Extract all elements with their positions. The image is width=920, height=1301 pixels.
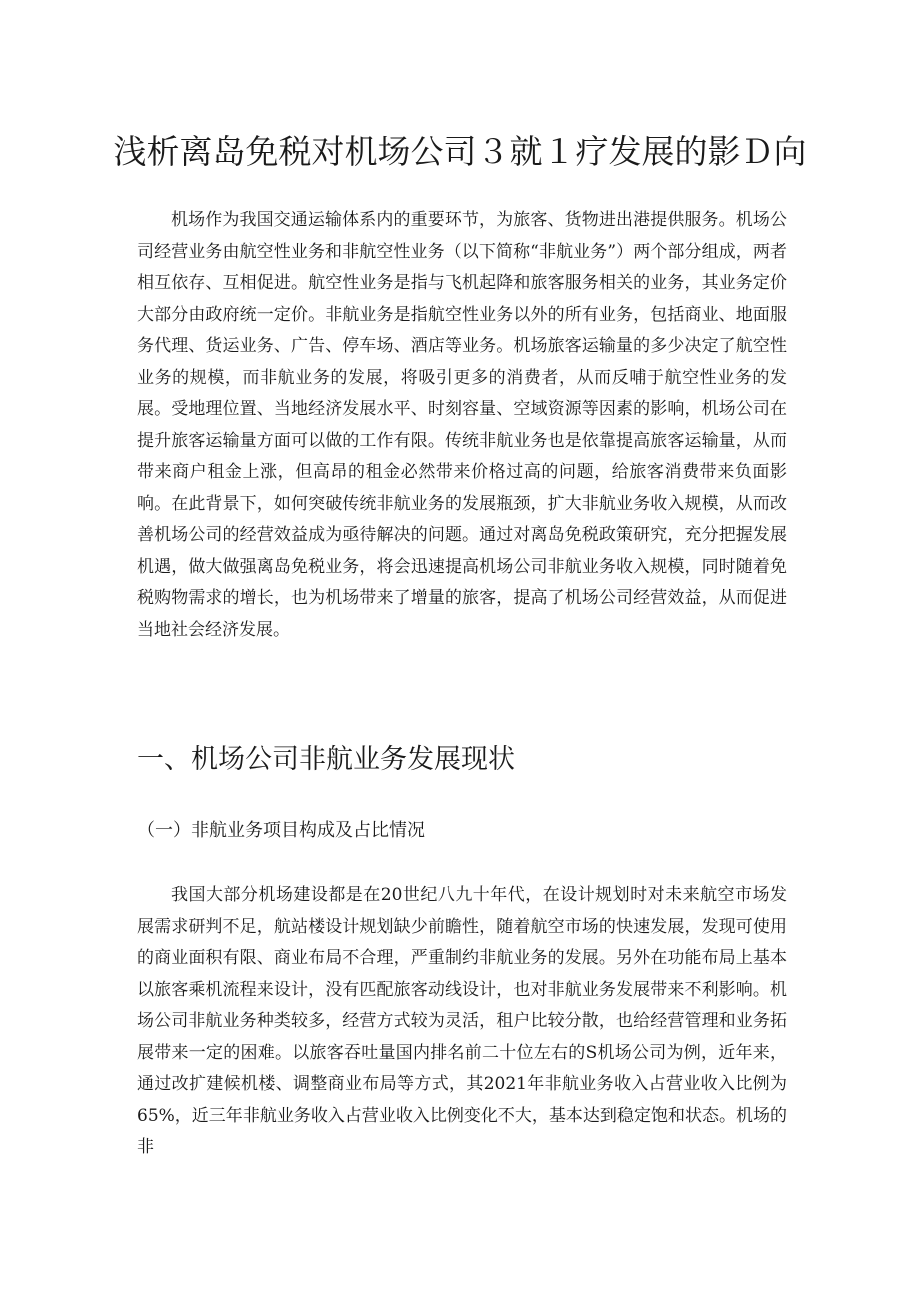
document-title: 浅析离岛免税对机场公司３就１疗发展的影Ｄ向	[113, 132, 807, 171]
section-heading: 一、机场公司非航业务发展现状	[137, 744, 515, 775]
subsection-paragraph: 我国大部分机场建设都是在20世纪八九十年代，在设计规划时对未来航空市场发展需求研判不足，航站楼设计规划缺少前瞻性，随着航空市场的快速发展，发现可使用的商业面积有限、商业布局不合理，严重制约非航业务的发展。另外在功能布局上基本以旅客乘机流程来设计，没有匹配旅客动线设计，也对非航业务发展带来不利影响。机场公司非航业务种类较多，经营方式较为灵活，租户比较分散，也给经营管理和业务拓展带来一定的困难。以旅客吞吐量国内排名前二十位左右的S机场公司为例，近年来，通过改扩建候机楼、调整商业布局等方式，其2021年非航业务收入占营业收入比例为65%，近三年非航业务收入占营业收入比例变化不大，基本达到稳定饱和状态。机场的非	[137, 885, 787, 1157]
subsection-heading: （一）非航业务项目构成及占比情况	[137, 820, 425, 841]
intro-paragraph: 机场作为我国交通运输体系内的重要环节，为旅客、货物进出港提供服务。机场公司经营业务由航空性业务和非航空性业务（以下简称“非航业务”）两个部分组成，两者相互依存、互相促进。航空性业务是指与飞机起降和旅客服务相关的业务，其业务定价大部分由政府统一定价。非航业务是指航空性业务以外的所有业务，包括商业、地面服务代理、货运业务、广告、停车场、酒店等业务。机场旅客运输量的多少决定了航空性业务的规模，而非航业务的发展，将吸引更多的消费者，从而反哺于航空性业务的发展。受地理位置、当地经济发展水平、时刻容量、空域资源等因素的影响，机场公司在提升旅客运输量方面可以做的工作有限。传统非航业务也是依靠提高旅客运输量，从而带来商户租金上涨，但高昂的租金必然带来价格过高的问题，给旅客消费带来负面影响。在此背景下，如何突破传统非航业务的发展瓶颈，扩大非航业务收入规模，从而改善机场公司的经营效益成为亟待解决的问题。通过对离岛免税政策研究，充分把握发展机遇，做大做强离岛免税业务，将会迅速提高机场公司非航业务收入规模，同时随着免税购物需求的增长，也为机场带来了增量的旅客，提高了机场公司经营效益，从而促进当地社会经济发展。	[137, 210, 787, 640]
